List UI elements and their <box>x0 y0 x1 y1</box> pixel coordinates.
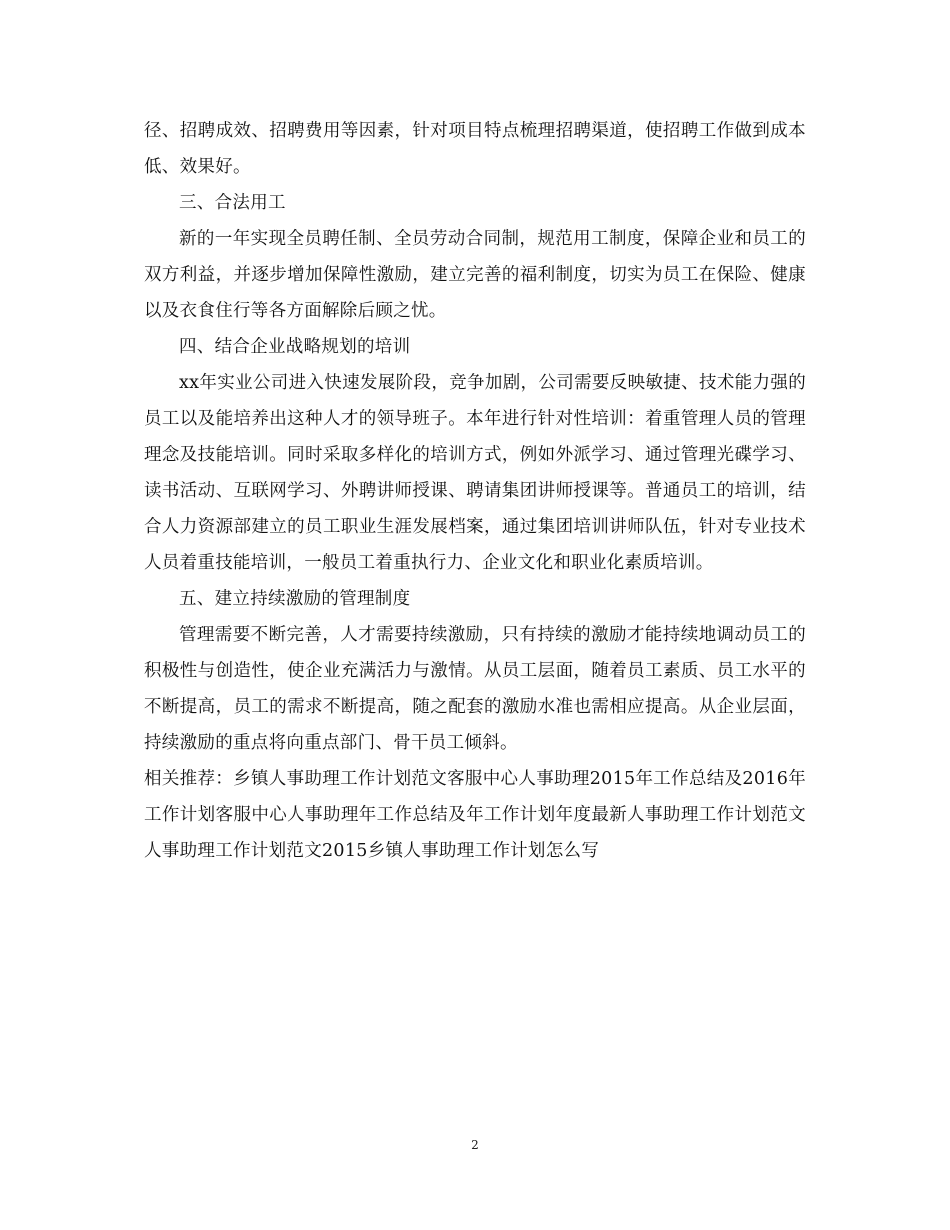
heading-legal-employment: 三、合法用工 <box>179 193 286 213</box>
heading-incentive-system: 五、建立持续激励的管理制度 <box>179 589 411 609</box>
related-recommendations: 相关推荐：乡镇人事助理工作计划范文客服中心人事助理2015年工作总结及2016年工作计划客服中心人事助理年工作总结及年工作计划年度最新人事助理工作计划范文人事助理工作计划范文2015乡镇人事助理工作计划怎么写 <box>144 769 806 861</box>
page-number: 2 <box>471 1138 479 1152</box>
heading-strategic-training: 四、结合企业战略规划的培训 <box>179 337 411 357</box>
document-body <box>144 113 806 869</box>
paragraph-legal-employment: 新的一年实现全员聘任制、全员劳动合同制，规范用工制度，保障企业和员工的双方利益，并逐步增加保障性激励，建立完善的福利制度，切实为员工在保险、健康以及衣食住行等各方面解除后顾之忧。 <box>144 229 806 321</box>
paragraph-incentive-system: 管理需要不断完善，人才需要持续激励，只有持续的激励才能持续地调动员工的积极性与创造性，使企业充满活力与激情。从员工层面，随着员工素质、员工水平的不断提高，员工的需求不断提高，随之配套的激励水准也需相应提高。从企业层面，持续激励的重点将向重点部门、骨干员工倾斜。 <box>144 625 806 753</box>
paragraph-strategic-training: xx年实业公司进入快速发展阶段，竞争加剧，公司需要反映敏捷、技术能力强的员工以及能培养出这种人才的领导班子。本年进行针对性培训：着重管理人员的管理理念及技能培训。同时采取多样化的培训方式，例如外派学习、通过管理光碟学习、读书活动、互联网学习、外聘讲师授课、聘请集团讲师授课等。普通员工的培训，结合人力资源部建立的员工职业生涯发展档案，通过集团培训讲师队伍，针对专业技术人员着重技能培训，一般员工着重执行力、企业文化和职业化素质培训。 <box>144 373 806 573</box>
paragraph-recruitment-continued: 径、招聘成效、招聘费用等因素，针对项目特点梳理招聘渠道，使招聘工作做到成本低、效果好。 <box>144 121 806 177</box>
